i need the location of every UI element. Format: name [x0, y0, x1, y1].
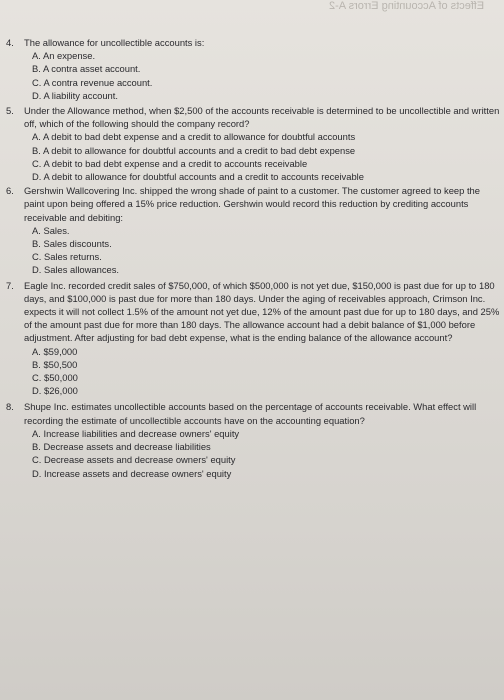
answer-option-c: C. $50,000: [32, 372, 78, 384]
answer-option-b: B. $50,500: [32, 358, 78, 370]
question-list: [6, 36, 502, 481]
question-number: 5.: [6, 105, 14, 117]
answer-option-a: A. Increase liabilities and decrease owners' equity: [32, 427, 240, 439]
question-text: Eagle Inc. recorded credit sales of $750,000, of which $500,000 is not yet due, $150,000 is past due for up to 180 days, and $100,000 is past due for more than 180 days. Under the aging of receivables approach, Crimson Inc. expects it will not collect 1.5% of the amount not yet due, 12% of the amount past due for up to 180 days, and 25% of the amount past due for more than 180 days. The allowance account had a debit balance of $1,000 before adjustment. After adjusting for bad debt expense, what is the ending balance of the allowance account?: [24, 279, 500, 344]
answer-option-b: B. Decrease assets and decrease liabilities: [32, 441, 211, 453]
answer-option-a: A. A debit to bad debt expense and a credit to allowance for doubtful accounts: [32, 131, 356, 143]
question-8: [6, 400, 502, 479]
answer-option-b: B. A contra asset account.: [32, 63, 141, 75]
answer-option-d: D. A liability account.: [32, 89, 118, 101]
question-6: [6, 184, 502, 276]
answer-options: [32, 345, 502, 398]
answer-option-c: C. A debit to bad debt expense and a credit to accounts receivable: [32, 157, 308, 169]
answer-option-a: A. An expense.: [32, 50, 96, 62]
answer-option-b: B. A debit to allowance for doubtful accounts and a credit to bad debt expense: [32, 144, 356, 156]
answer-option-c: C. A contra revenue account.: [32, 76, 153, 88]
question-5: [6, 104, 502, 183]
question-number: 4.: [6, 37, 14, 48]
answer-options: [32, 130, 502, 183]
answer-options: [32, 427, 502, 480]
answer-option-a: A. $59,000: [32, 345, 78, 357]
question-number: 7.: [6, 279, 14, 291]
answer-options: [32, 49, 502, 102]
question-text: The allowance for uncollectible accounts is:: [24, 37, 205, 48]
question-text: Under the Allowance method, when $2,500 of the accounts receivable is determined to be uncollectible and written off, which of the following should the company record?: [24, 105, 500, 130]
answer-option-c: C. Decrease assets and decrease owners' equity: [32, 454, 236, 466]
answer-options: [32, 224, 502, 277]
answer-option-d: D. $26,000: [32, 385, 78, 397]
answer-option-d: D. Sales allowances.: [32, 264, 120, 276]
bleed-through-header: Effects of Accounting Errors A-2: [328, 0, 484, 12]
answer-option-b: B. Sales discounts.: [32, 238, 112, 250]
question-text: Gershwin Wallcovering Inc. shipped the wrong shade of paint to a customer. The customer agreed to keep the paint upon being offered a 15% price reduction. Gershwin would record this reduction by crediting accounts receivable and debiting:: [24, 185, 480, 223]
question-number: 6.: [6, 185, 14, 197]
question-number: 8.: [6, 401, 14, 413]
answer-option-d: D. Increase assets and decrease owners' equity: [32, 467, 232, 479]
answer-option-c: C. Sales returns.: [32, 251, 102, 263]
question-text: Shupe Inc. estimates uncollectible accounts based on the percentage of accounts receivable. What effect will recording the estimate of uncollectible accounts have on the accounting equation?: [24, 401, 477, 426]
question-4: [6, 36, 502, 102]
question-7: [6, 279, 502, 398]
answer-option-d: D. A debit to allowance for doubtful accounts and a credit to accounts receivable: [32, 171, 364, 183]
answer-option-a: A. Sales.: [32, 224, 70, 236]
